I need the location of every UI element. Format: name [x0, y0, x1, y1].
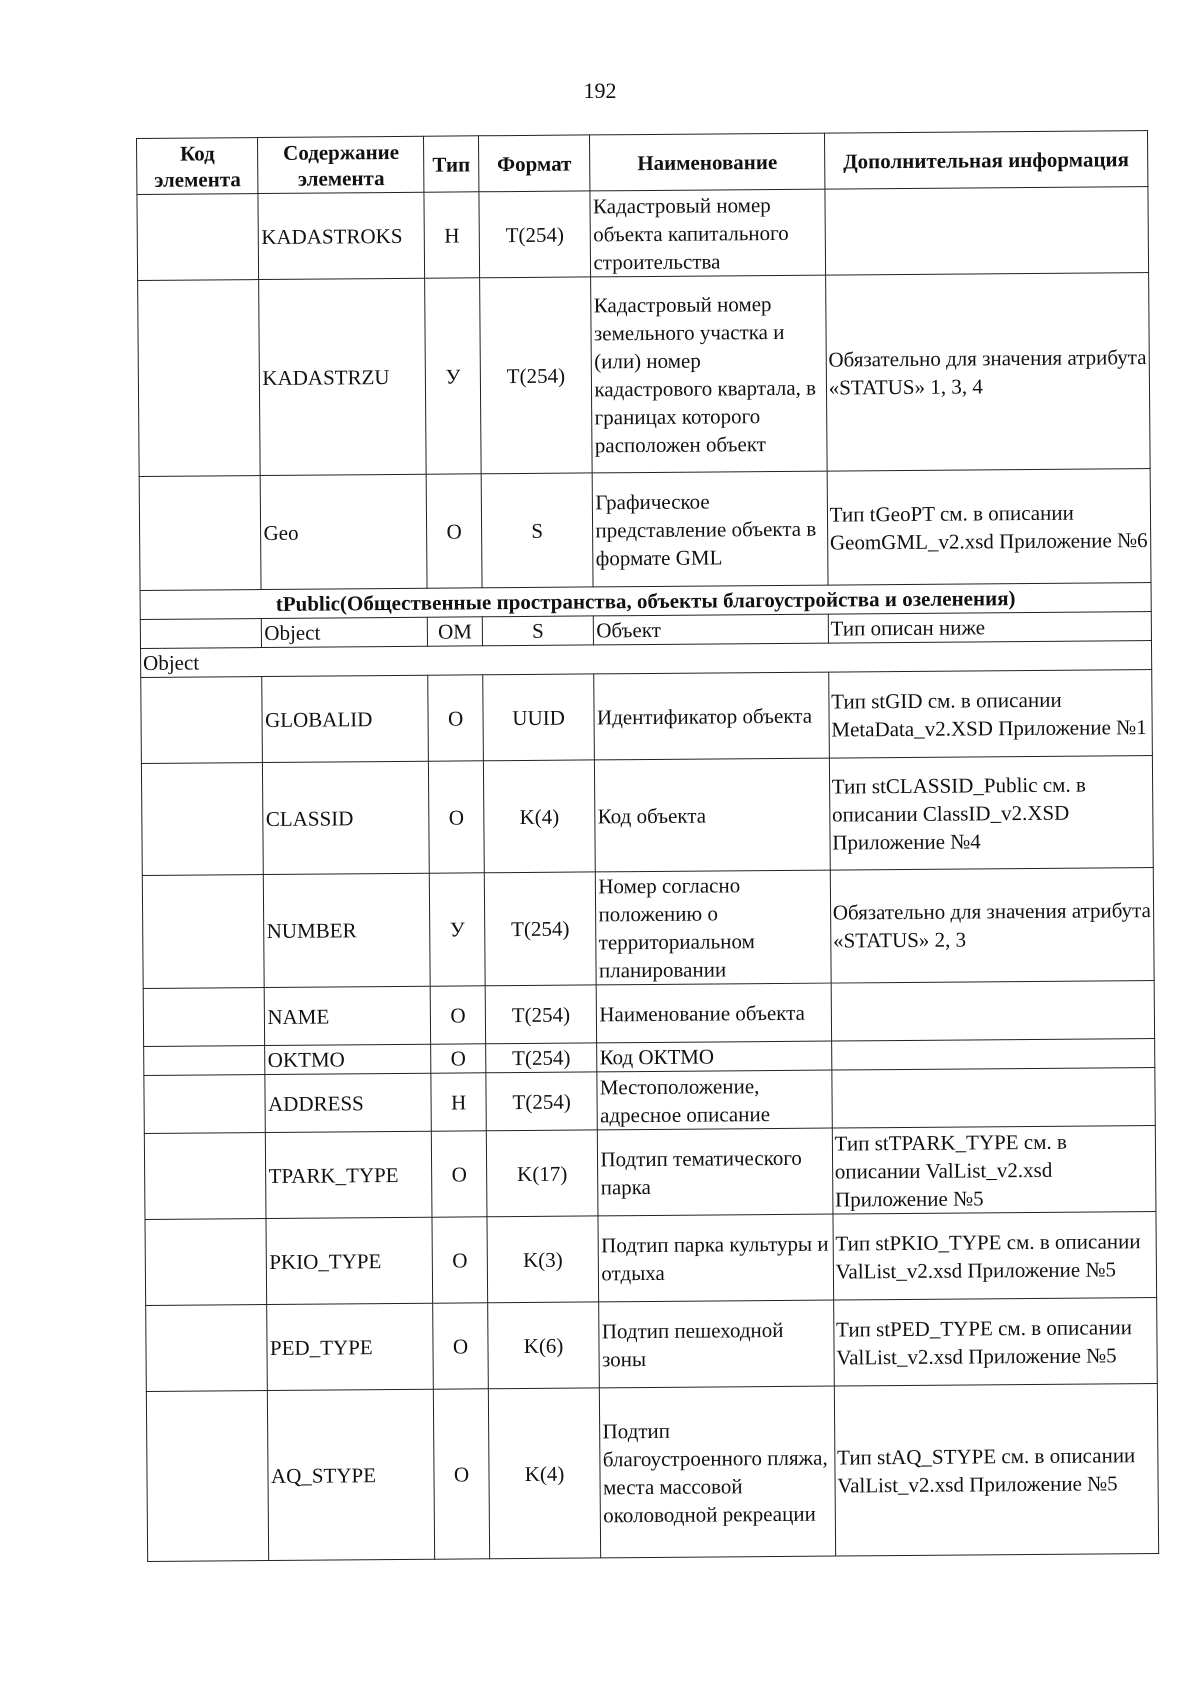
table-row	[145, 1212, 1157, 1306]
cell-format: S	[482, 616, 594, 646]
specification-table	[136, 130, 1159, 1562]
cell-name: Наименование объекта	[597, 983, 832, 1043]
table-row	[146, 1298, 1158, 1392]
cell-content: CLASSID	[263, 761, 430, 874]
cell-name: Идентификатор объекта	[594, 672, 829, 760]
cell-extra	[831, 1039, 1155, 1071]
cell-extra: Тип stPED_TYPE см. в описании ValList_v2.xsd Приложение №5	[833, 1298, 1157, 1387]
cell-format: T(254)	[485, 1043, 597, 1073]
table-row	[137, 187, 1149, 281]
table-row	[143, 981, 1154, 1047]
cell-content: PED_TYPE	[267, 1303, 434, 1390]
cell-name: Местоположение, адресное описание	[597, 1070, 832, 1130]
cell-code	[144, 1133, 266, 1220]
cell-extra	[831, 981, 1155, 1042]
cell-name: Номер согласно положению о территориальном планировании	[596, 870, 831, 985]
cell-type: ОМ	[428, 617, 482, 646]
section-title: tPublic(Общественные пространства, объекты благоустройства и озеленения)	[140, 583, 1151, 620]
table-row	[144, 1126, 1156, 1220]
cell-type: О	[431, 1044, 485, 1073]
cell-name: Подтип парка культуры и отдыха	[598, 1214, 833, 1302]
cell-type: О	[428, 675, 483, 761]
cell-type: О	[432, 1131, 487, 1217]
cell-code	[138, 280, 261, 477]
cell-code	[141, 763, 263, 876]
cell-type: О	[433, 1303, 488, 1389]
cell-type: О	[432, 1217, 487, 1303]
cell-type: Н	[431, 1073, 486, 1131]
cell-content: NAME	[265, 986, 431, 1045]
header-type: Тип	[424, 136, 479, 192]
header-code: Код элемента	[137, 138, 259, 195]
cell-code	[144, 1075, 266, 1134]
cell-extra: Обязательно для значения атрибута «STATUS» 2, 3	[830, 868, 1154, 984]
cell-format: UUID	[482, 674, 594, 761]
page-number: 192	[583, 78, 617, 103]
cell-code	[139, 476, 261, 591]
cell-type: У	[425, 278, 481, 474]
cell-content: PKIO_TYPE	[266, 1217, 433, 1304]
cell-content: GLOBALID	[262, 675, 429, 762]
cell-content: ADDRESS	[265, 1073, 431, 1132]
header-name: Наименование	[590, 133, 825, 191]
cell-format: K(3)	[487, 1216, 599, 1303]
cell-extra: Тип описан ниже	[828, 612, 1152, 644]
cell-content: AQ_STYPE	[268, 1389, 435, 1560]
cell-code	[141, 677, 263, 764]
cell-format: K(4)	[488, 1388, 601, 1559]
cell-code	[142, 875, 264, 989]
cell-content: Geo	[261, 474, 428, 589]
cell-type: О	[431, 986, 486, 1044]
cell-format: K(4)	[483, 760, 596, 873]
cell-name: Подтип пешеходной зоны	[599, 1300, 834, 1388]
cell-content: KADASTROKS	[258, 192, 425, 279]
cell-format: T(254)	[479, 191, 591, 278]
cell-extra: Обязательно для значения атрибута «STATUS» 1, 3, 4	[825, 273, 1150, 472]
header-extra: Дополнительная информация	[824, 131, 1148, 190]
object-label: Object	[141, 641, 1152, 678]
cell-name: Код ОКТМО	[597, 1041, 832, 1072]
cell-type: О	[429, 761, 484, 873]
cell-type: О	[427, 474, 482, 588]
cell-type: О	[434, 1389, 490, 1559]
cell-code	[144, 1046, 266, 1076]
cell-code	[143, 988, 265, 1047]
cell-extra	[832, 1068, 1156, 1129]
table-row	[142, 868, 1154, 989]
header-format: Формат	[478, 135, 590, 192]
cell-format: K(17)	[486, 1130, 598, 1217]
cell-content: TPARK_TYPE	[266, 1131, 433, 1218]
header-content: Содержание элемента	[258, 136, 424, 193]
cell-type: У	[430, 873, 485, 986]
cell-name: Подтип благоустроенного пляжа, места массовой околоводной рекреации	[600, 1386, 836, 1558]
cell-format: K(6)	[487, 1302, 599, 1389]
cell-name: Подтип тематического парка	[598, 1128, 833, 1216]
cell-extra: Тип tGeoPT см. в описании GeomGML_v2.xsd Приложение №6	[827, 469, 1151, 586]
cell-format: T(254)	[479, 277, 592, 474]
table-row	[141, 756, 1153, 876]
cell-code	[146, 1391, 269, 1562]
cell-code	[137, 194, 259, 281]
cell-content: Object	[262, 617, 428, 647]
cell-name: Кадастровый номер земельного участка и (или) номер кадастрового квартала, в границах которого расположен объект	[591, 275, 827, 473]
cell-extra: Тип stTPARK_TYPE см. в описании ValList_v2.xsd Приложение №5	[832, 1126, 1156, 1215]
cell-name: Код объекта	[595, 758, 830, 872]
cell-extra: Тип stCLASSID_Public см. в описании ClassID_v2.XSD Приложение №4	[829, 756, 1153, 871]
cell-format: S	[481, 473, 594, 588]
cell-name: Графическое представление объекта в формате GML	[593, 471, 828, 587]
table-row	[144, 1068, 1155, 1134]
cell-type: Н	[424, 192, 479, 278]
cell-code	[145, 1219, 267, 1306]
cell-content: NUMBER	[264, 873, 431, 987]
cell-code	[146, 1305, 268, 1392]
cell-name: Кадастровый номер объекта капитального строительства	[590, 189, 825, 277]
table-row	[146, 1384, 1158, 1562]
cell-format: T(254)	[484, 872, 597, 986]
cell-code	[140, 619, 262, 649]
table-row	[138, 273, 1151, 477]
cell-extra: Тип stGID см. в описании MetaData_v2.XSD Приложение №1	[828, 670, 1152, 759]
cell-name: Объект	[594, 614, 829, 645]
cell-format: T(254)	[485, 985, 597, 1044]
table-row	[139, 469, 1151, 591]
cell-content: OKTMO	[265, 1044, 431, 1074]
table-row	[141, 670, 1153, 764]
cell-extra: Тип stPKIO_TYPE см. в описании ValList_v2.xsd Приложение №5	[833, 1212, 1157, 1301]
cell-extra	[825, 187, 1149, 276]
cell-extra: Тип stAQ_STYPE см. в описании ValList_v2.xsd Приложение №5	[834, 1384, 1159, 1557]
cell-content: KADASTRZU	[259, 278, 427, 475]
header-row	[137, 131, 1148, 195]
cell-format: T(254)	[486, 1072, 598, 1131]
